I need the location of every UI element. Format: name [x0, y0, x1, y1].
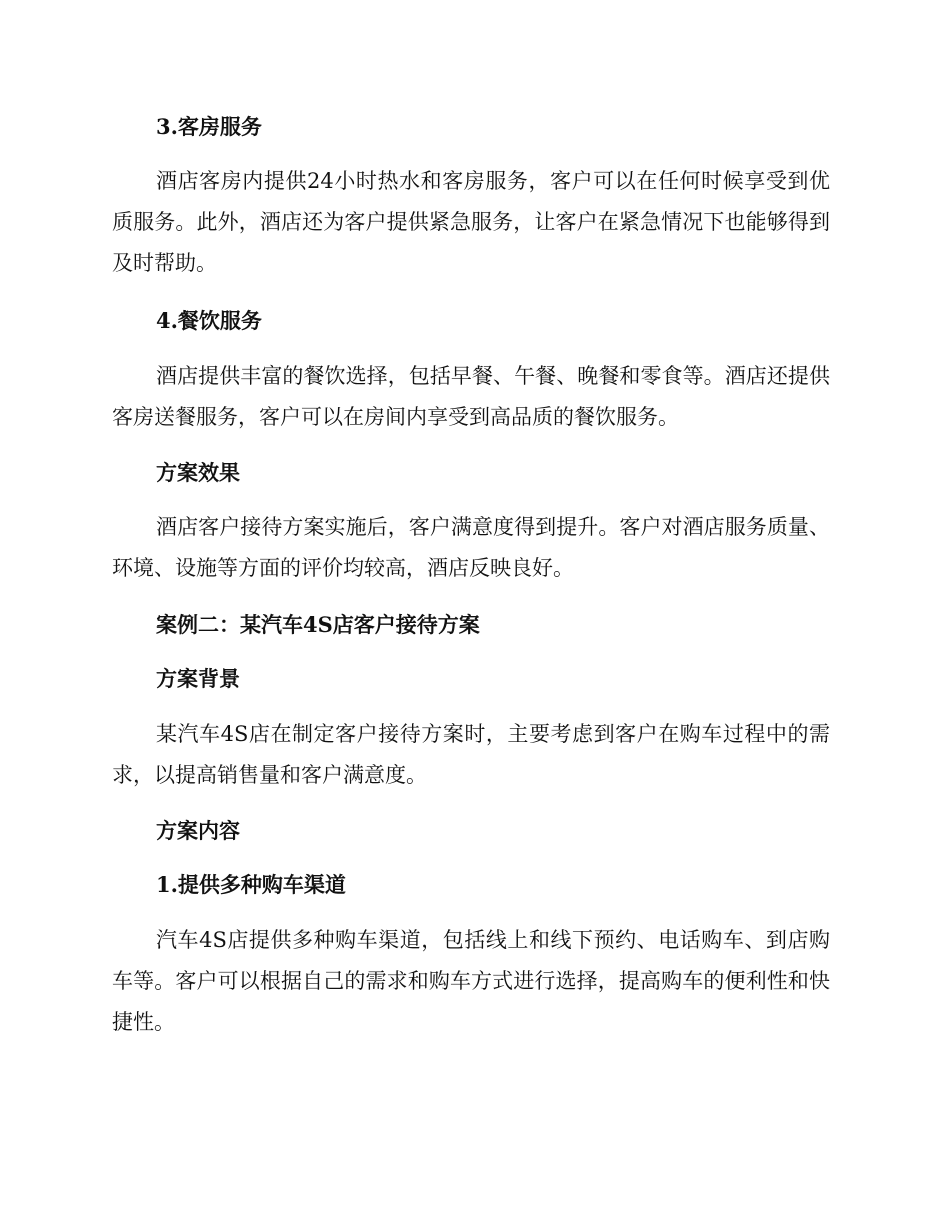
section-heading-case-two: 案例二：某汽车4S店客户接待方案 [156, 612, 480, 637]
section-heading-purchase-channels: 1.提供多种购车渠道 [156, 872, 346, 897]
paragraph-purchase-channels: 汽车4S店提供多种购车渠道，包括线上和线下预约、电话购车、到店购车等。客户可以根据自己的需求和购车方式进行选择，提高购车的便利性和快捷性。 [112, 928, 830, 1034]
paragraph-room-service: 酒店客房内提供24小时热水和客房服务，客户可以在任何时候享受到优质服务。此外，酒店还为客户提供紧急服务，让客户在紧急情况下也能够得到及时帮助。 [112, 169, 830, 275]
section-heading-dining-service: 4.餐饮服务 [156, 308, 262, 333]
paragraph-plan-background: 某汽车4S店在制定客户接待方案时，主要考虑到客户在购车过程中的需求，以提高销售量和客户满意度。 [112, 722, 830, 787]
section-heading-plan-effect: 方案效果 [156, 460, 240, 485]
section-heading-room-service: 3.客房服务 [156, 114, 262, 139]
section-heading-plan-background: 方案背景 [156, 666, 240, 691]
paragraph-plan-effect: 酒店客户接待方案实施后，客户满意度得到提升。客户对酒店服务质量、环境、设施等方面的评价均较高，酒店反映良好。 [112, 515, 830, 580]
paragraph-dining-service: 酒店提供丰富的餐饮选择，包括早餐、午餐、晚餐和零食等。酒店还提供客房送餐服务，客户可以在房间内享受到高品质的餐饮服务。 [112, 364, 830, 429]
section-heading-plan-content: 方案内容 [156, 818, 240, 843]
